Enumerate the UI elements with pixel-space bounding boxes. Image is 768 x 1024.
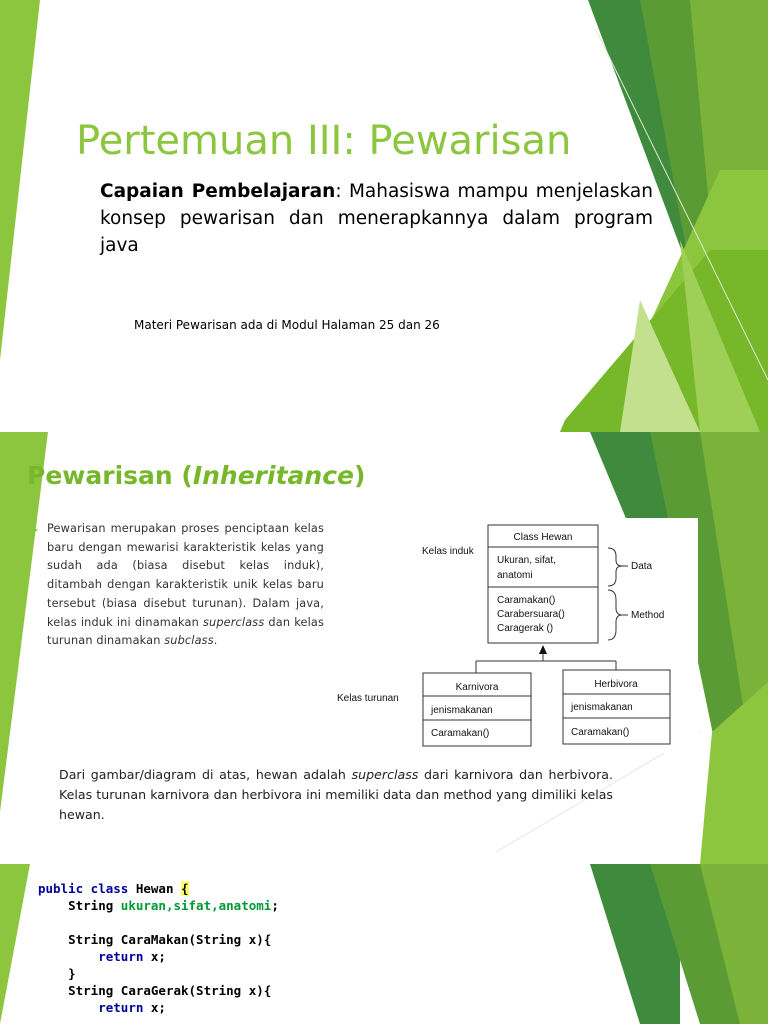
inheritance-arrow-icon — [539, 645, 547, 654]
learning-goal-text: Mahasiswa mampu menjelaskan konsep pewarisan dan menerapkannya dalam program java — [100, 181, 653, 256]
learning-goal: Capaian Pembelajaran: Mahasiswa mampu menjelaskan konsep pewarisan dan menerapkannya dalam program java — [100, 181, 653, 256]
herbivora-attr: jenismakanan — [571, 702, 633, 713]
parent-method-2: Carabersuara() — [497, 609, 565, 620]
materi-note: Materi Pewarisan ada di Modul Halaman 25 dan 26 — [134, 318, 440, 332]
parent-class-name: Class Hewan — [513, 532, 573, 543]
herbivora-method: Caramakan() — [571, 727, 630, 738]
class-diagram — [328, 518, 698, 753]
karnivora-name: Karnivora — [455, 682, 499, 693]
slide-1 — [0, 0, 768, 432]
left-green-shard — [0, 864, 30, 1024]
karnivora-method: Caramakan() — [431, 728, 490, 739]
kelas-induk-label: Kelas induk — [422, 546, 474, 557]
left-green-shard — [0, 0, 40, 360]
herbivora-name: Herbivora — [594, 679, 638, 690]
parent-attr-line2: anatomi — [497, 570, 533, 581]
slide-2-title-italic: Inheritance — [192, 461, 354, 490]
method-brace — [608, 590, 622, 640]
learning-goal-label: Capaian Pembelajaran — [100, 181, 336, 202]
parent-method-3: Caragerak () — [497, 623, 554, 634]
parent-attr-line1: Ukuran, sifat, — [497, 555, 556, 566]
data-brace — [608, 548, 622, 586]
bullet-arrow-icon — [31, 526, 38, 534]
diagram-explanation: Dari gambar/diagram di atas, hewan adalah superclass dari karnivora dan herbivora. Kelas turunan karnivora dan herbivora ini memiliki data dan method yang dimiliki kelas hewan. — [59, 767, 613, 822]
slide-2-title: Pewarisan (Inheritance) — [27, 461, 366, 490]
slide-1-title: Pertemuan III: Pewarisan — [76, 118, 572, 164]
java-code-block: public class Hewan { String ukuran,sifat,anatomi; String CaraMakan(String x){ return x; } String CaraGerak(String x){ return x; — [38, 881, 279, 1015]
parent-method-1: Caramakan() — [497, 595, 556, 606]
inheritance-definition: Pewarisan merupakan proses penciptaan kelas baru dengan mewarisi karakteristik kelas yang sudah ada (biasa disebut kelas induk), ditambah dengan karakteristik unik kelas baru tersebut (biasa disebut turunan). Dalam java, kelas induk ini dinamakan superclass dan kelas turunan dinamakan subclass. — [47, 522, 324, 648]
method-label: Method — [631, 610, 665, 621]
data-label: Data — [631, 561, 653, 572]
karnivora-attr: jenismakanan — [431, 705, 493, 716]
kelas-turunan-label: Kelas turunan — [337, 693, 399, 704]
